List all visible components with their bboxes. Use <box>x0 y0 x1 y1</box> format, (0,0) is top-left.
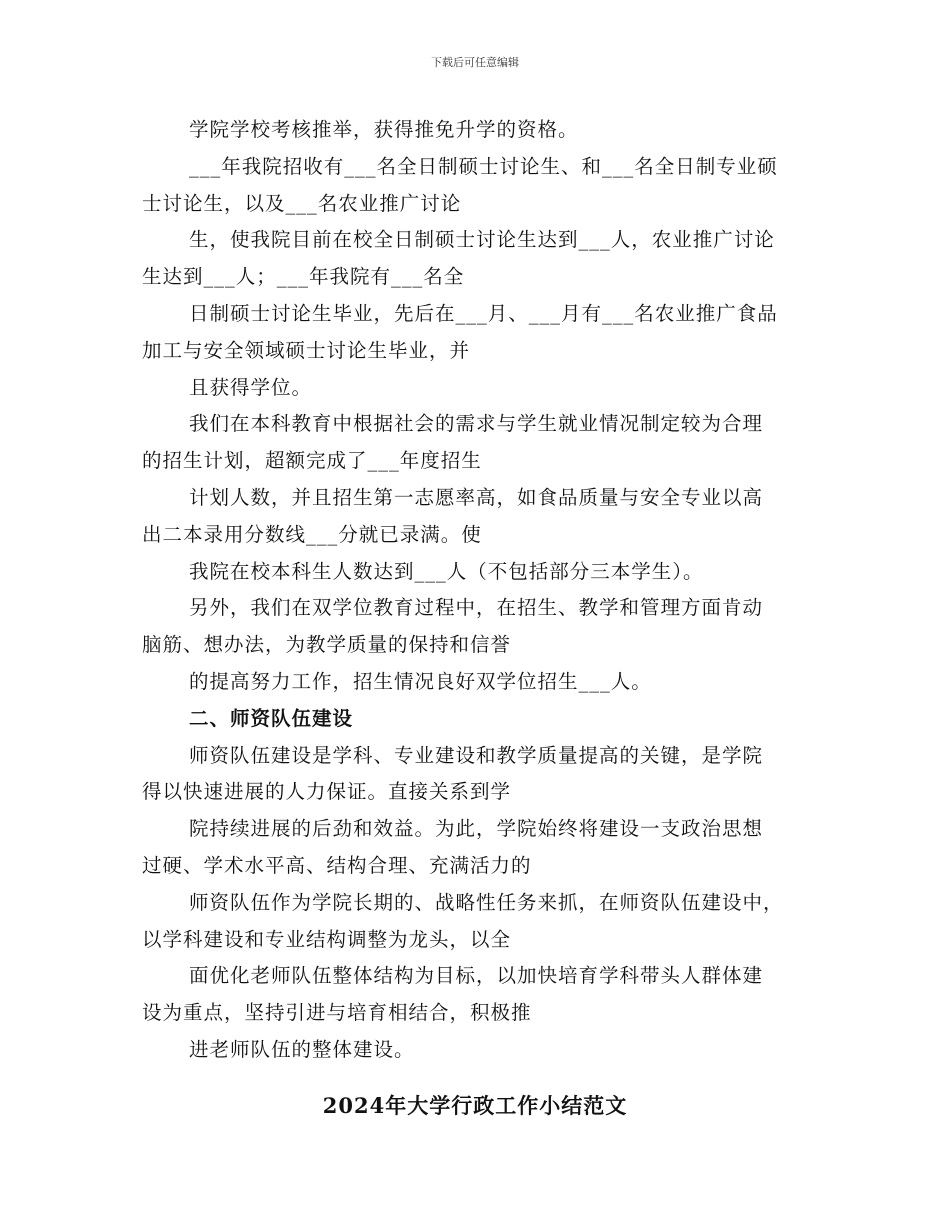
body-line: 师资队伍作为学院长期的、战略性任务来抓，在师资队伍建设中， <box>189 890 784 914</box>
body-line: 加工与安全领域硕士讨论生毕业，并 <box>142 338 471 362</box>
body-line: 脑筋、想办法，为教学质量的保持和信誉 <box>142 633 512 657</box>
body-line: 且获得学位。 <box>189 375 313 399</box>
body-line: 师资队伍建设是学科、专业建设和教学质量提高的关键，是学院 <box>189 743 764 767</box>
body-line: 计划人数，并且招生第一志愿率高，如食品质量与安全专业以高 <box>189 485 764 509</box>
body-line: 出二本录用分数线___分就已录满。使 <box>142 522 482 546</box>
body-line: 得以快速进展的人力保证。直接关系到学 <box>142 780 512 804</box>
body-line: 的招生计划，超额完成了___年度招生 <box>142 449 482 473</box>
body-line: 学院学校考核推举，获得推免升学的资格。 <box>189 118 579 141</box>
body-line: 日制硕士讨论生毕业，先后在___月、___月有___名农业推广食品 <box>189 301 778 325</box>
document-title: 2024年大学行政工作小结范文 <box>322 1093 628 1118</box>
body-line: 士讨论生，以及___名农业推广讨论 <box>142 191 462 215</box>
body-line: ___年我院招收有___名全日制硕士讨论生、和___名全日制专业硕 <box>189 154 778 178</box>
section-heading: 二、师资队伍建设 <box>189 706 354 730</box>
body-line: 生，使我院目前在校全日制硕士讨论生达到___人，农业推广讨论 <box>189 228 775 252</box>
body-line: 面优化老师队伍整体结构为目标，以加快培育学科带头人群体建 <box>189 964 764 988</box>
body-line: 过硬、学术水平高、结构合理、充满活力的 <box>142 853 532 877</box>
body-line: 生达到___人；___年我院有___名全 <box>142 265 465 289</box>
body-line: 我院在校本科生人数达到___人（不包括部分三本学生）。 <box>189 559 704 583</box>
body-line: 以学科建设和专业结构调整为龙头，以全 <box>142 927 512 951</box>
body-line: 进老师队伍的整体建设。 <box>189 1037 415 1061</box>
body-line: 的提高努力工作，招生情况良好双学位招生___人。 <box>189 669 652 693</box>
body-line: 院持续进展的后劲和效益。为此，学院始终将建设一支政治思想 <box>189 817 764 841</box>
page-header: 下载后可任意编辑 <box>431 56 519 69</box>
document-body <box>142 112 822 1069</box>
body-line: 另外，我们在双学位教育过程中，在招生、教学和管理方面肯动 <box>189 596 764 620</box>
body-line: 我们在本科教育中根据社会的需求与学生就业情况制定较为合理 <box>189 412 764 436</box>
body-line: 设为重点，坚持引进与培育相结合，积极推 <box>142 1001 532 1025</box>
